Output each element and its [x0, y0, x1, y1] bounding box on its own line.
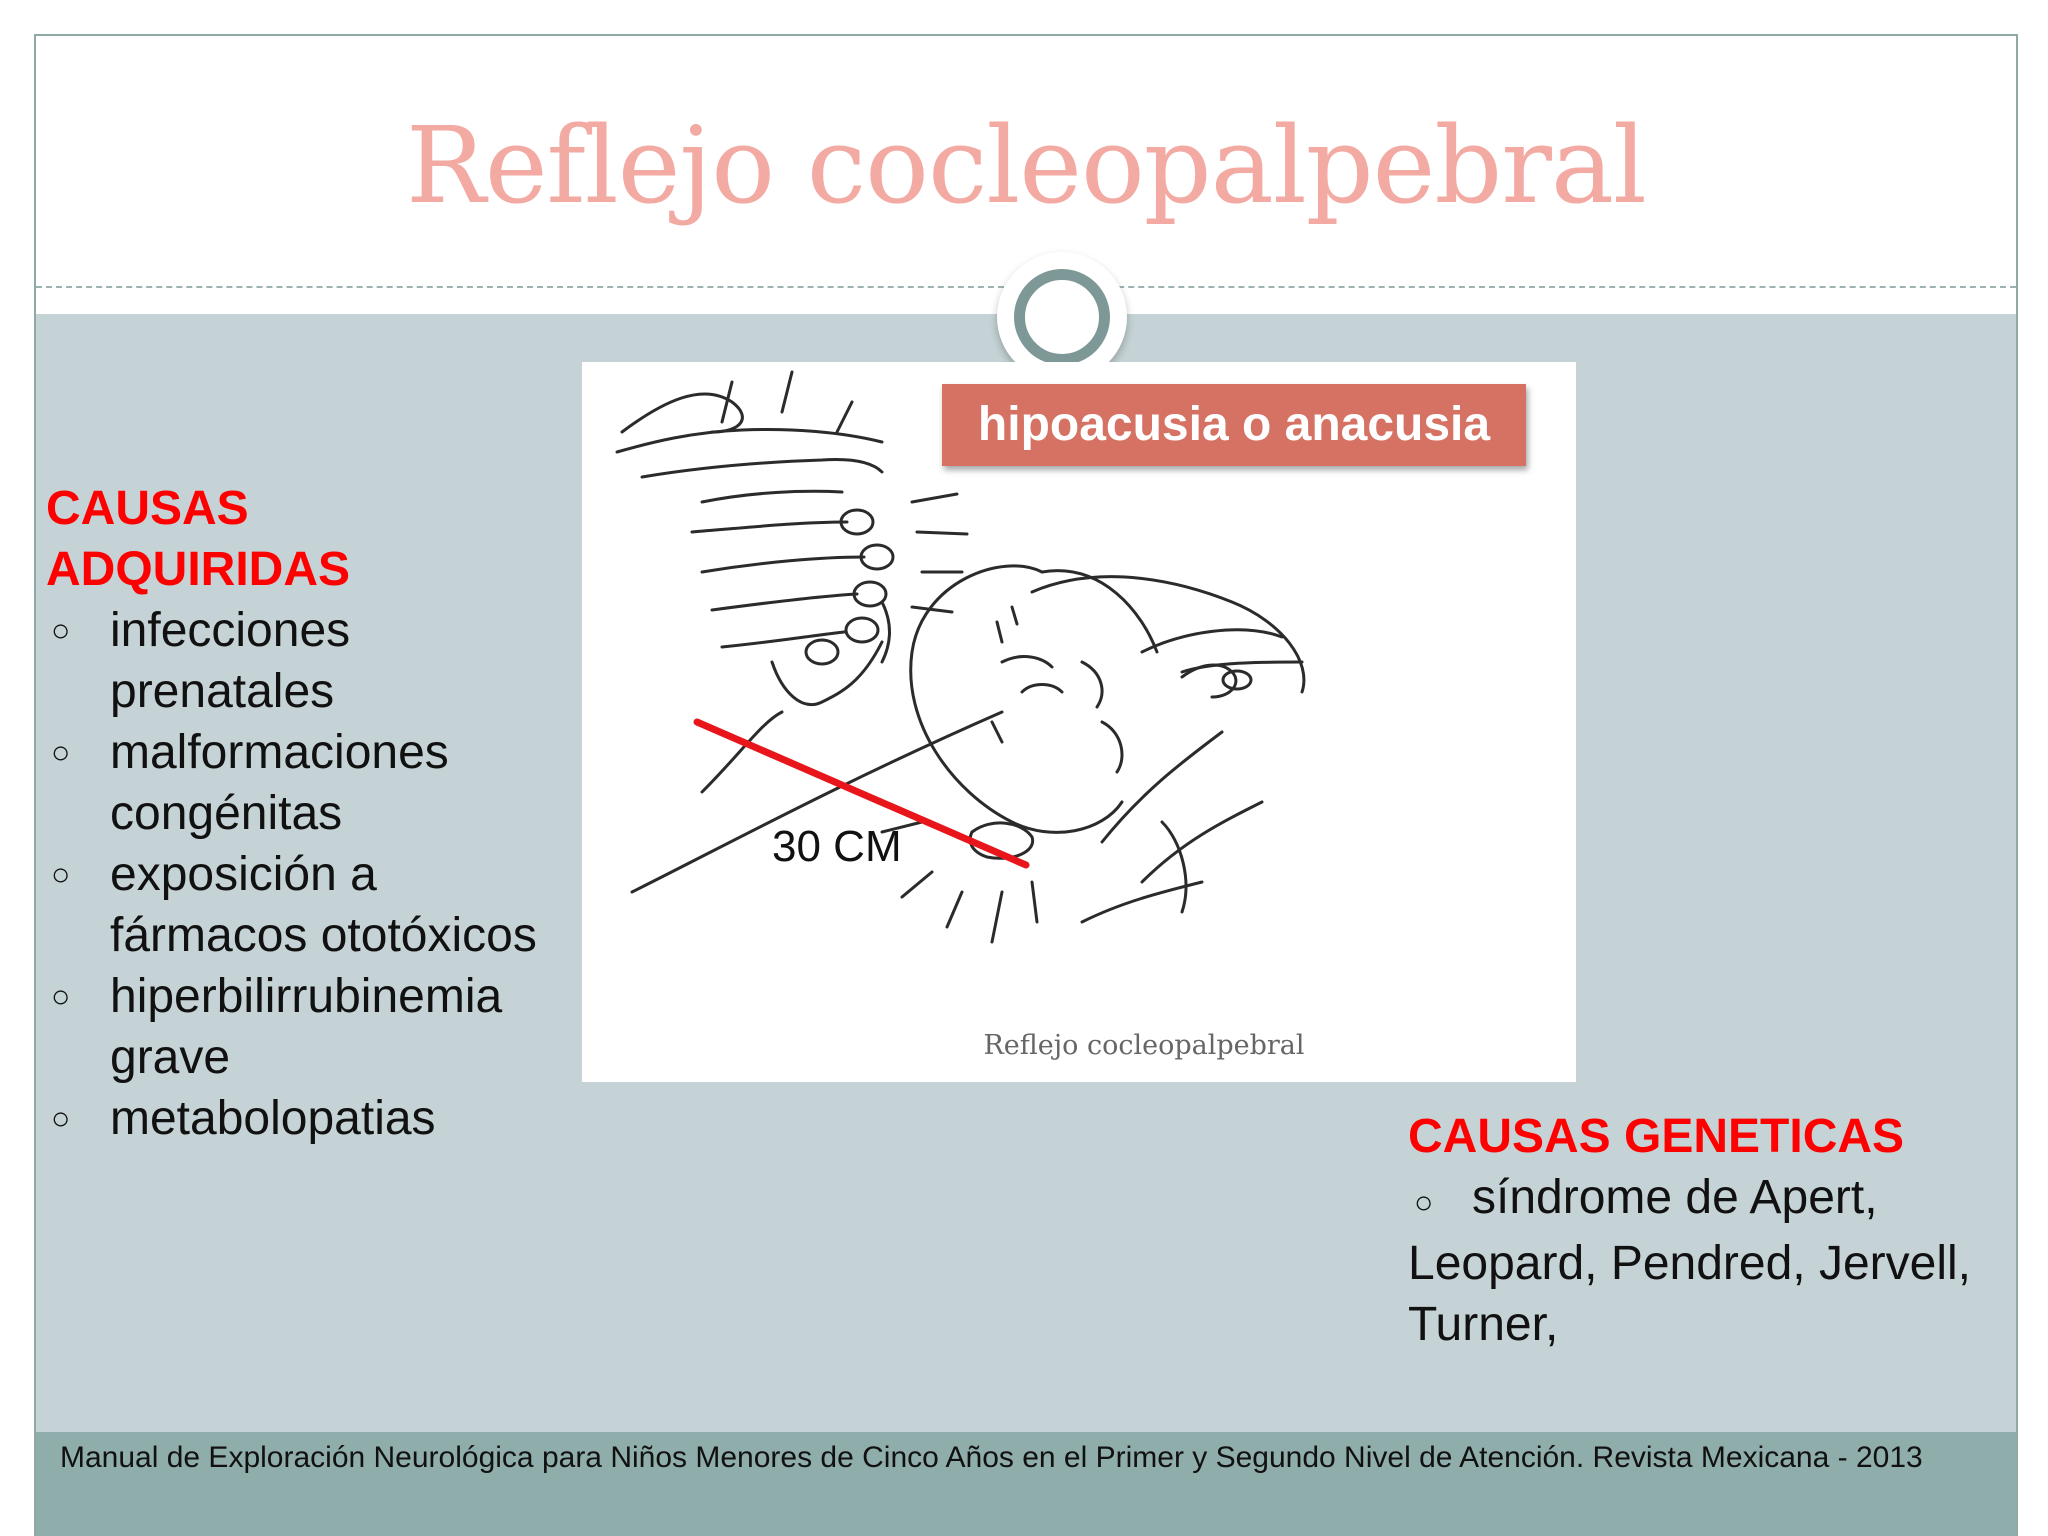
list-item — [46, 1088, 606, 1149]
bullet-icon: ○ — [1414, 1184, 1434, 1220]
list-item-line2: fármacos ototóxicos — [110, 909, 537, 962]
genetic-line1-row — [1408, 1167, 2018, 1233]
genetic-heading: CAUSAS GENETICAS — [1408, 1110, 1905, 1163]
acquired-heading-line2: ADQUIRIDAS — [46, 543, 351, 596]
list-item — [46, 844, 606, 966]
list-item — [46, 966, 606, 1088]
citation-footer: Manual de Exploración Neurológica para Niños Menores de Cinco Años en el Primer y Segundo Nivel de Atención. Revista Mexicana - 2013 — [36, 1432, 2016, 1536]
list-item-line2: grave — [110, 1031, 231, 1084]
list-item — [46, 722, 606, 844]
list-item-line2: prenatales — [110, 665, 335, 718]
distance-label: 30 CM — [772, 822, 902, 871]
list-item-line1: metabolopatias — [110, 1092, 436, 1145]
list-item-line1: malformaciones — [110, 726, 449, 779]
acquired-heading-line1: CAUSAS — [46, 482, 249, 535]
bullet-icon: ○ — [51, 734, 71, 770]
figure-caption: Reflejo cocleopalpebral — [983, 1030, 1305, 1061]
genetic-line1: síndrome de Apert, — [1472, 1171, 1878, 1224]
acquired-list — [46, 600, 606, 1149]
list-item-line1: exposición a — [110, 848, 377, 901]
illustration-figure — [582, 362, 1576, 1082]
slide — [34, 34, 2018, 1536]
genetic-line2: Leopard, Pendred, Jervell, — [1408, 1237, 1972, 1290]
genetic-causes — [1408, 1106, 2018, 1355]
list-item-line2: congénitas — [110, 787, 343, 840]
bullet-icon: ○ — [51, 978, 71, 1014]
bullet-icon: ○ — [51, 1100, 71, 1136]
acquired-causes — [46, 478, 606, 1149]
circle-ornament-ring — [1014, 269, 1110, 365]
bullet-icon: ○ — [51, 856, 71, 892]
list-item — [46, 600, 606, 722]
list-item-line1: infecciones — [110, 604, 351, 657]
genetic-line3: Turner, — [1408, 1298, 1559, 1351]
hearing-loss-badge: hipoacusia o anacusia — [942, 384, 1526, 466]
bullet-icon: ○ — [51, 612, 71, 648]
slide-title: Reflejo cocleopalpebral — [406, 104, 1646, 227]
infant-sketch-illustration — [582, 362, 1576, 1082]
list-item-line1: hiperbilirrubinemia — [110, 970, 503, 1023]
